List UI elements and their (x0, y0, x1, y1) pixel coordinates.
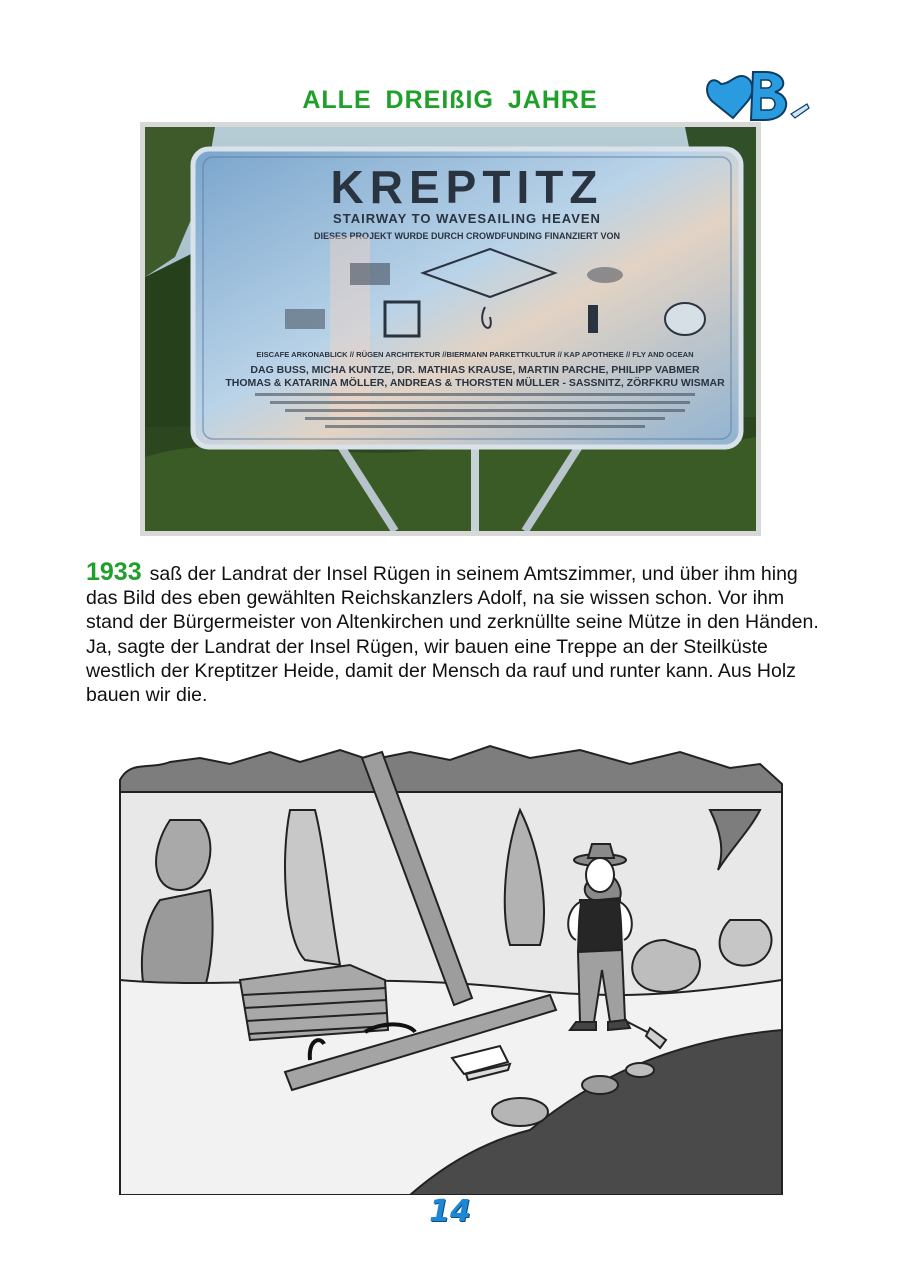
cliff-illustration (110, 740, 790, 1195)
sign-subtitle: STAIRWAY TO WAVESAILING HEAVEN (333, 211, 601, 226)
story-paragraph-1-text: saß der Landrat der Insel Rügen in seinem Amtszimmer, und über ihm hing das Bild des eben gewählten Reichskanzlers Adolf, na sie wissen schon. Vor ihm stand der Bürgermeister von Altenkirchen und zerknüllte seine Mütze in den Händen. (86, 563, 819, 634)
story-year: 1933 (86, 558, 142, 586)
sign-line: DIESES PROJEKT WURDE DURCH CROWDFUNDING FINANZIERT VON (313, 231, 621, 241)
story-paragraph-2: Ja, sagte der Landrat der Insel Rügen, wir bauen eine Treppe an der Steilküste westlich der Kreptitzer Heide, damit der Mensch da rauf und runter kann. Aus Holz bauen wir die. (86, 635, 796, 707)
sign-sponsors: EISCAFE ARKONABLICK // RÜGEN ARCHITEKTUR //BIERMANN PARKETTKULTUR // KAP APOTHEKE // FLY AND OCEAN (256, 350, 694, 359)
sign-names-1: DAG BUSS, MICHA KUNTZE, DR. MATHIAS KRAUSE, MARTIN PARCHE, PHILIPP VABMER (250, 364, 700, 376)
page-number: 14 (429, 1194, 471, 1229)
mb-logo (703, 62, 813, 128)
sign-title: KREPTITZ (330, 161, 604, 213)
page-title: ALLE DREIßIG JAHRE (302, 86, 598, 114)
story-text (86, 560, 826, 707)
story-paragraph-1 (86, 560, 826, 635)
sign-names-2: THOMAS & KATARINA MÖLLER, ANDREAS & THORSTEN MÜLLER - SASSNITZ, ZÖRFKRU WISMAR (225, 377, 725, 389)
kreptitz-sign-photo (140, 122, 761, 536)
